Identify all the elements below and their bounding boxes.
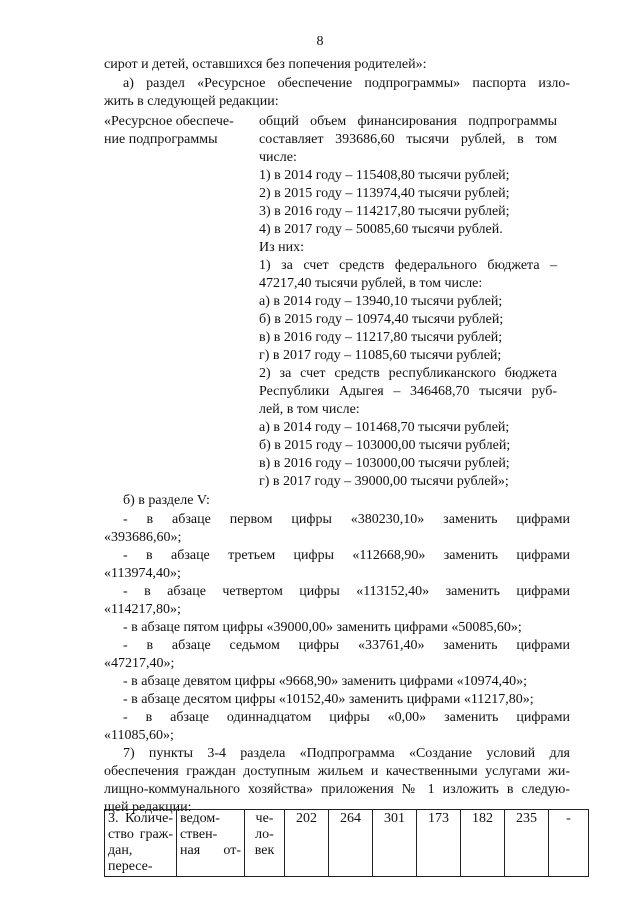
section-b-line: - в абзаце первом цифры «380230,10» заменить цифрами: [123, 512, 570, 527]
point7-line: щей редакции:: [104, 800, 192, 815]
section-b-line: - в абзаце девятом цифры «9668,90» заменить цифрами «10974,40»;: [123, 674, 528, 689]
value-cell: 173: [417, 810, 461, 877]
section-b-line: «114217,80»;: [104, 602, 181, 617]
indicator-name-line: дан, пересе-: [108, 843, 153, 874]
passport-right-line: 3) в 2016 году – 114217,80 тысячи рублей;: [259, 204, 510, 219]
passport-right-line: в) в 2016 году – 103000,00 тысячи рублей;: [259, 456, 510, 471]
passport-right-line: составляет 393686,60 тысячи рублей, в том: [259, 132, 557, 147]
section-b-line: - в абзаце десятом цифры «10152,40» заменить цифрами «11217,80»;: [123, 692, 534, 707]
value-cell: 235: [505, 810, 549, 877]
source-line: ствен-: [180, 827, 218, 842]
source-line: ведом-: [180, 811, 220, 826]
intro-line-2: а) раздел «Ресурсное обеспечение подпрограммы» паспорта изло-: [123, 76, 570, 91]
passport-right-line: в) в 2016 году – 11217,80 тысячи рублей;: [259, 330, 503, 345]
section-b-line: - в абзаце одиннадцатом цифры «0,00» заменить цифрами: [123, 710, 570, 725]
intro-line-1: сирот и детей, оставшихся без попечения родителей»:: [104, 57, 427, 72]
point7-line: обеспечения граждан доступным жильем и качественными услугами жи-: [104, 764, 570, 779]
passport-right-line: числе:: [259, 150, 297, 165]
unit-line: век: [254, 843, 275, 858]
unit-line: ло-: [255, 827, 274, 842]
section-b-line: - в абзаце пятом цифры «39000,00» заменить цифрами «50085,60»;: [123, 620, 522, 635]
passport-left-line-1: «Ресурсное обеспече-: [104, 114, 234, 129]
intro-line-3: жить в следующей редакции:: [104, 94, 279, 109]
passport-right-line: 47217,40 тысячи рублей, в том числе:: [259, 276, 483, 291]
passport-right-line: а) в 2014 году – 13940,10 тысячи рублей;: [259, 294, 503, 309]
passport-right-line: б) в 2015 году – 103000,00 тысячи рублей;: [259, 438, 511, 453]
source-cell: [177, 810, 245, 877]
section-b-line: - в абзаце седьмом цифры «33761,40» заменить цифрами: [123, 638, 570, 653]
passport-right-line: г) в 2017 году – 11085,60 тысячи рублей;: [259, 348, 502, 363]
passport-right-line: лей, в том числе:: [259, 402, 360, 417]
table-row: [105, 810, 589, 877]
passport-right-line: общий объем финансирования подпрограммы: [259, 114, 557, 129]
point7-line: лищно-коммунального хозяйства» приложения № 1 изложить в следую-: [104, 782, 570, 797]
unit-line: че-: [255, 811, 274, 826]
value-cell: 264: [329, 810, 373, 877]
passport-left-line-2: ние подпрограммы: [104, 132, 218, 147]
indicator-name-line: 3. Количе-: [108, 811, 173, 826]
passport-right-line: 4) в 2017 году – 50085,60 тысячи рублей.: [259, 222, 503, 237]
section-b-line: «47217,40»;: [104, 656, 175, 671]
source-line: ная от-: [180, 843, 241, 858]
passport-right-line: Республики Адыгея – 346468,70 тысячи руб-: [259, 384, 557, 399]
point7-line: 7) пункты 3-4 раздела «Подпрограмма «Создание условий для: [123, 746, 570, 761]
section-b-line: «11085,60»;: [104, 728, 174, 743]
passport-right-line: 2) в 2015 году – 113974,40 тысячи рублей;: [259, 186, 510, 201]
value-cell: -: [549, 810, 589, 877]
passport-right-line: г) в 2017 году – 39000,00 тысячи рублей»;: [259, 474, 509, 489]
value-cell: 301: [373, 810, 417, 877]
unit-cell: [245, 810, 285, 877]
passport-right-line: 2) за счет средств республиканского бюджета: [259, 366, 557, 381]
indicator-table: [104, 809, 589, 877]
section-b-line: «113974,40»;: [104, 566, 181, 581]
passport-right-line: Из них:: [259, 240, 305, 255]
section-b-title: б) в разделе V:: [123, 493, 210, 508]
value-cell: 182: [461, 810, 505, 877]
indicator-name-cell: [105, 810, 177, 877]
passport-right-line: 1) за счет средств федерального бюджета –: [259, 258, 557, 273]
page-number: 8: [316, 34, 324, 49]
section-b-line: - в абзаце третьем цифры «112668,90» заменить цифрами: [123, 548, 570, 563]
passport-right-line: а) в 2014 году – 101468,70 тысячи рублей;: [259, 420, 510, 435]
passport-right-line: 1) в 2014 году – 115408,80 тысячи рублей;: [259, 168, 510, 183]
indicator-name-line: ство граж-: [108, 827, 173, 842]
section-b-line: «393686,60»;: [104, 530, 182, 545]
passport-right-line: б) в 2015 году – 10974,40 тысячи рублей;: [259, 312, 504, 327]
section-b-line: - в абзаце четвертом цифры «113152,40» заменить цифрами: [123, 584, 570, 599]
value-cell: 202: [285, 810, 329, 877]
